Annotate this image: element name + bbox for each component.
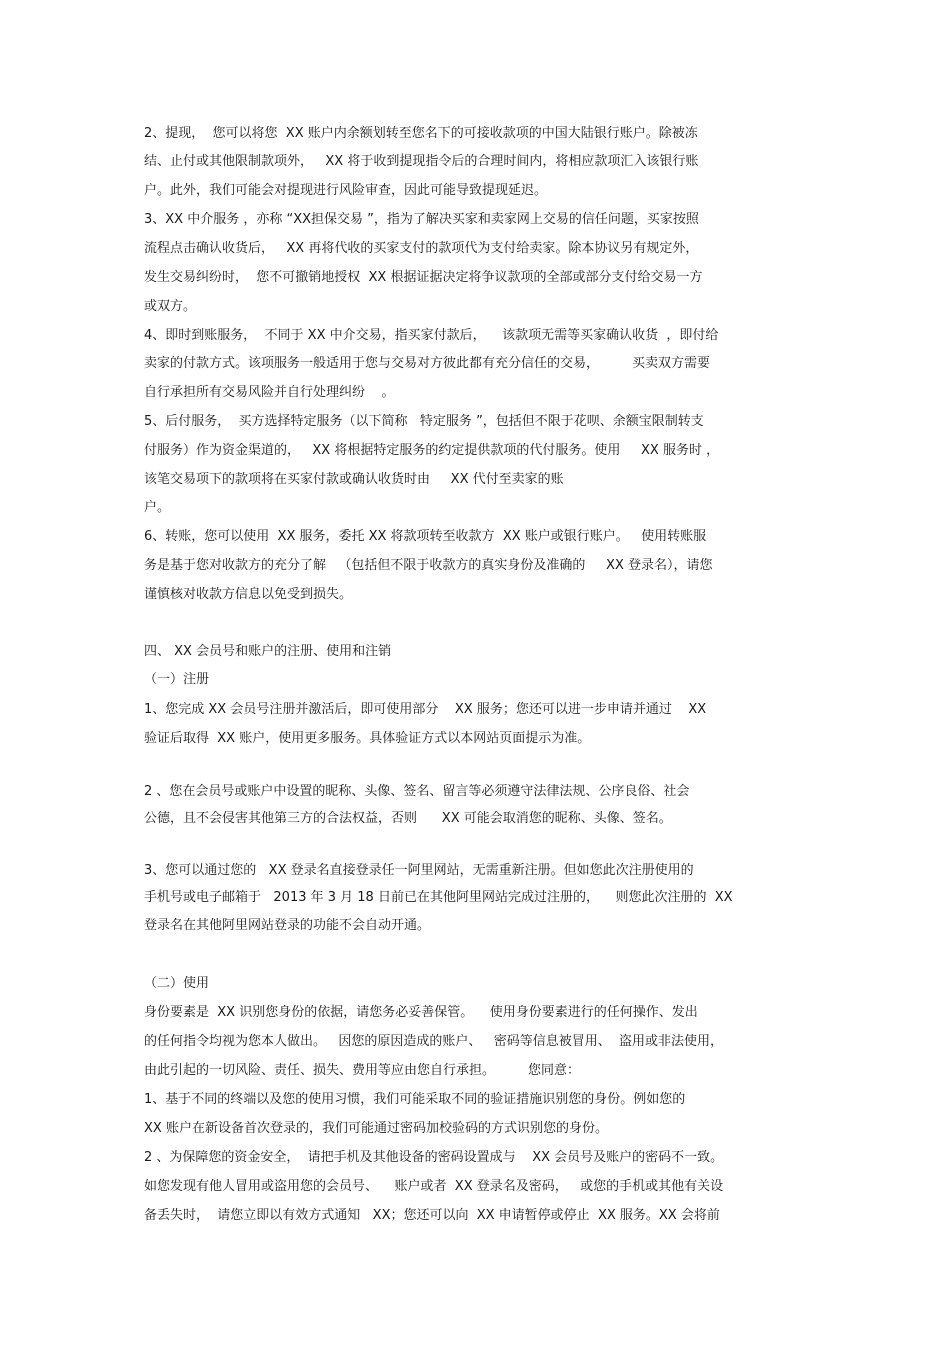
text-line: 户。此外，我们可能会对提现进行风险审查，因此可能导致提现延迟。 [144,183,548,198]
text-line: 2、提现， 您可以将您 XX 账户内余额划转至您名下的可接收款项的中国大陆银行账户。除被冻 [144,126,698,141]
subsection-heading: （二）使用 [144,976,210,991]
text-line: 的任何指令均视为您本人做出。 因您的原因造成的账户、 密码等信息被冒用、 盗用或非法使用， [144,1034,724,1049]
text-line: 结、止付或其他限制款项外， XX 将于收到提现指令后的合理时间内，将相应款项汇入该银行账 [144,154,699,169]
text-line: XX 账户在新设备首次登录的，我们可能通过密码加校验码的方式识别您的身份。 [144,1121,608,1136]
text-line: 卖家的付款方式。该项服务一般适用于您与交易对方彼此都有充分信任的交易， 买卖双方需要 [144,356,711,371]
text-line: 4、即时到账服务， 不同于 XX 中介交易，指买家付款后， 该款项无需等买家确认收货 ，即付给 [144,328,719,343]
text-line: 1、您完成 XX 会员号注册并激活后，即可使用部分 XX 服务；您还可以进一步申请并通过 XX [144,702,707,717]
text-line: 付服务）作为资金渠道的， XX 将根据特定服务的约定提供款项的代付服务。使用 XX 服务时 ， [144,443,720,458]
text-line: 公德，且不会侵害其他第三方的合法权益，否则 XX 可能会取消您的昵称、头像、签名。 [144,811,672,826]
text-line: 手机号或电子邮箱于 2013 年 3 月 18 日前已在其他阿里网站完成过注册的， 则您此次注册的 XX [144,890,733,905]
text-line: 6、转账，您可以使用 XX 服务，委托 XX 将款项转至收款方 XX 账户或银行账户。 使用转账服 [144,529,707,544]
text-line: 由此引起的一切风险、责任、损失、费用等应由您自行承担。 您同意： [144,1063,581,1078]
text-line: 流程点击确认收货后， XX 再将代收的买家支付的款项代为支付给卖家。除本协议另有规定外， [144,241,699,256]
text-line: 1、基于不同的终端以及您的使用习惯，我们可能采取不同的验证措施识别您的身份。例如您的 [144,1092,686,1107]
text-line: 务是基于您对收款方的充分了解 （包括但不限于收款方的真实身份及准确的 XX 登录名），请您 [144,558,713,573]
text-line: 3、您可以通过您的 XX 登录名直接登录任一阿里网站，无需重新注册。但如您此次注册使用的 [144,863,694,878]
text-line: 2 、为保障您的资金安全， 请把手机及其他设备的密码设置成与 XX 会员号及账户的密码不一致。 [144,1150,724,1165]
text-line: 或双方。 [144,299,197,314]
text-line: 户。 [144,500,171,515]
text-line: 发生交易纠纷时， 您不可撤销地授权 XX 根据证据决定将争议款项的全部或部分支付给交易一方 [144,270,703,285]
text-line: 谨慎核对收款方信息以免受到损失。 [144,587,353,602]
text-line: 5、后付服务， 买方选择特定服务（以下简称 特定服务 ”，包括但不限于花呗、余额宝限制转支 [144,414,704,429]
text-line: 备丢失时， 请您立即以有效方式通知 XX；您还可以向 XX 申请暂停或停止 XX 服务。XX 会将前 [144,1208,720,1223]
text-line: 该笔交易项下的款项将在买家付款或确认收货时由 XX 代付至卖家的账 [144,472,564,487]
subsection-heading: （一）注册 [144,672,210,687]
text-line: 自行承担所有交易风险并自行处理纠纷 。 [144,385,395,400]
text-line: 身份要素是 XX 识别您身份的依据，请您务必妥善保管。 使用身份要素进行的任何操作、发出 [144,1005,698,1020]
text-line: 2 、您在会员号或账户中设置的昵称、头像、签名、留言等必须遵守法律法规、公序良俗、社会 [144,784,690,799]
text-line: 验证后取得 XX 账户，使用更多服务。具体验证方式以本网站页面提示为准。 [144,731,591,746]
text-line: 如您发现有他人冒用或盗用您的会员号、 账户或者 XX 登录名及密码， 或您的手机或其他有关设 [144,1179,724,1194]
text-line: 3、XX 中介服务 ，亦称 “XX担保交易 ”，指为了解决买家和卖家网上交易的信任问题，买家按照 [144,212,699,227]
section-heading: 四、 XX 会员号和账户的注册、使用和注销 [144,644,392,659]
text-line: 登录名在其他阿里网站登录的功能不会自动开通。 [144,918,431,933]
